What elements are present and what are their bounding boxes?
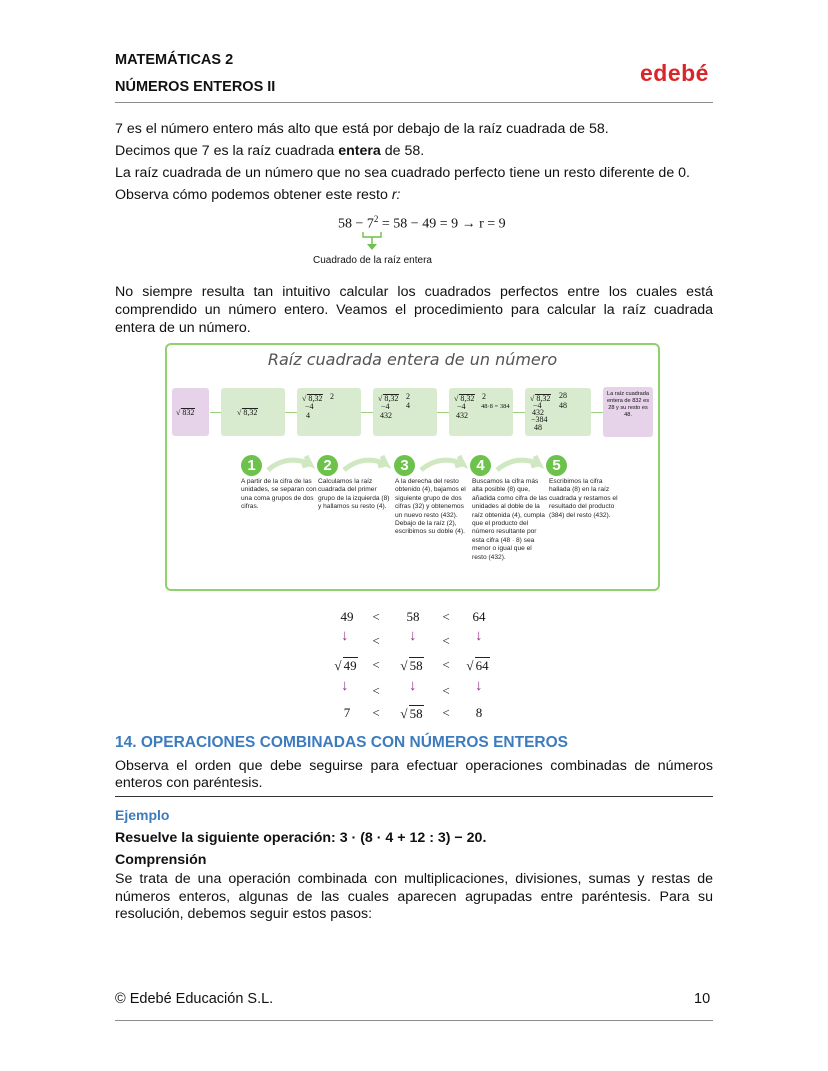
edebe-logo: edebé (640, 60, 709, 86)
step-arrows (262, 452, 552, 478)
paragraph: 7 es el número entero más alto que está por debajo de la raíz cuadrada de 58. (115, 121, 609, 137)
step-box-5: √ 8,32 28 48 −4 432 −384 48 (525, 388, 591, 436)
step-box-4: √ 8,32 2 48·8 = 384 −4 432 (449, 388, 513, 436)
step-number-2: 2 (317, 455, 338, 476)
example-text: Se trata de una operación combinada con multiplicaciones, divisiones, sumas y restas de números enteros, algunas de las cuales aparecen agrupadas entre paréntesis. Para su resolución, debemos seguir estos pasos: (115, 871, 713, 922)
result-box: La raíz cuadrada entera de 832 es 28 y su resto es 48. (603, 387, 653, 437)
footer-copyright: © Edebé Educación S.L. (115, 991, 274, 1007)
formula-pointer (360, 230, 386, 252)
step-description-5: Escribimos la cifra hallada (8) en la raíz cuadrada y restamos el resultado del producto (384) del resto (432). (549, 478, 618, 519)
start-box: √ 832 (172, 388, 209, 436)
down-arrow-icon: ↓ (409, 677, 417, 694)
paragraph: Observa cómo podemos obtener este resto r: (115, 187, 401, 203)
down-arrow-icon: ↓ (475, 627, 483, 644)
step-number-4: 4 (470, 455, 491, 476)
step-box-2: √ 8,32 2 −4 4 (297, 388, 361, 436)
figure-title: Raíz cuadrada entera de un número (267, 350, 558, 369)
step-number-5: 5 (546, 455, 567, 476)
example-statement: Resuelve la siguiente operación: 3 · (8 · 4 + 12 : 3) − 20. (115, 830, 487, 846)
down-arrow-icon: ↓ (341, 627, 349, 644)
section-divider (115, 796, 713, 797)
step-number-3: 3 (394, 455, 415, 476)
paragraph: No siempre resulta tan intuitivo calcular los cuadrados perfectos entre los cuales está comprendido un número entero. Veamos el procedimiento para calcular la raíz cuadrada entera de un número. (115, 284, 713, 336)
paragraph: La raíz cuadrada de un número que no sea cuadrado perfecto tiene un resto diferente de 0. (115, 165, 690, 181)
step-description-2: Calculamos la raíz cuadrada del primer grupo de la izquierda (8) y hallamos su resto (4). (318, 478, 390, 511)
step-number-1: 1 (241, 455, 262, 476)
paragraph: Decimos que 7 es la raíz cuadrada entera de 58. (115, 143, 425, 159)
header-divider (115, 102, 713, 103)
subject-title: MATEMÁTICAS 2 (115, 52, 234, 68)
page-number: 10 (694, 991, 711, 1007)
comprension-heading: Comprensión (115, 852, 207, 868)
step-box-3: √ 8,32 2 4 −4 432 (373, 388, 437, 436)
step-description-1: A partir de la cifra de las unidades, se separan con una coma grupos de dos cifras. (241, 478, 317, 511)
down-arrow-icon: ↓ (409, 627, 417, 644)
remainder-formula: $58 - 7^2 = 58 - 49 = 9 \to r = 9$ (338, 214, 506, 232)
step-description-3: A la derecha del resto obtenido (4), bajamos el siguiente grupo de dos cifras (32) y obtenemos un nuevo resto (432). Debajo de la raíz (2), escribimos su doble (4). (395, 478, 466, 536)
down-arrow-icon: ↓ (475, 677, 483, 694)
unit-title: NÚMEROS ENTEROS II (115, 79, 276, 95)
section-title: 14. OPERACIONES COMBINADAS CON NÚMEROS ENTEROS (115, 734, 568, 751)
step-box-1: √ 8,32 (221, 388, 285, 436)
example-label: Ejemplo (115, 807, 170, 823)
down-arrow-icon: ↓ (341, 677, 349, 694)
footer-divider (115, 1020, 713, 1021)
formula-note: Cuadrado de la raíz entera (313, 255, 432, 266)
section-text: Observa el orden que debe seguirse para efectuar operaciones combinadas de números enteros con paréntesis. (115, 758, 713, 791)
step-description-4: Buscamos la cifra más alta posible (8) que, añadida como cifra de las unidades al doble de la raíz obtenida (4), cumpla que el producto del número resultante por esta cifra (48 · 8) sea menor o igual que el resto (432). (472, 478, 548, 561)
